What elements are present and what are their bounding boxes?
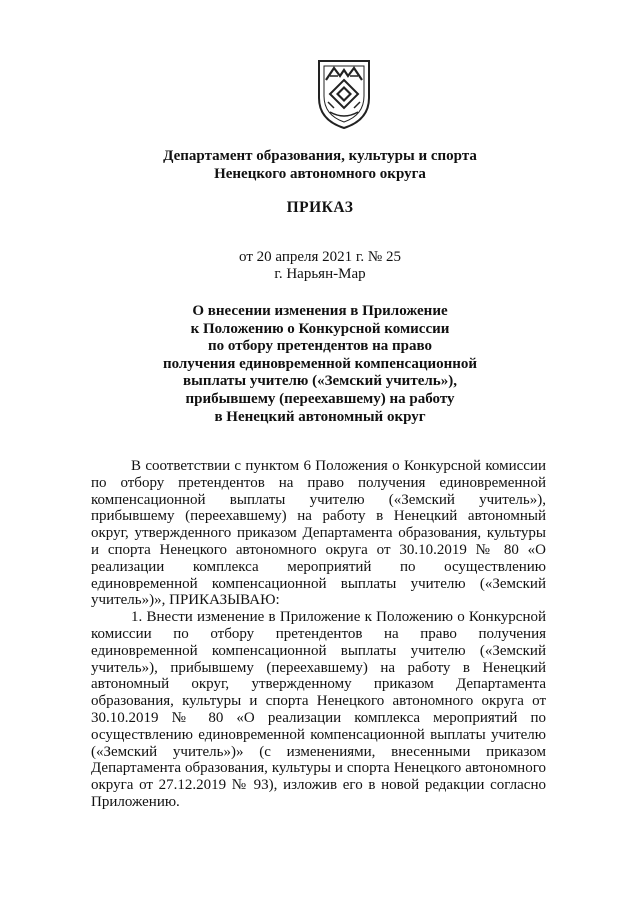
subject-line: в Ненецкий автономный округ bbox=[214, 408, 426, 425]
document-body bbox=[91, 458, 546, 811]
subject-line: получения единовременной компенсационной bbox=[162, 355, 478, 372]
subject-line: выплаты учителю («Земский учитель»), bbox=[183, 373, 457, 390]
org-line-1: Департамент образования, культуры и спорта bbox=[163, 148, 477, 164]
document-subject bbox=[100, 303, 540, 426]
organization-name bbox=[100, 147, 540, 183]
subject-line: по отбору претендентов на право bbox=[208, 338, 432, 355]
date-and-place bbox=[100, 249, 540, 283]
date-number: от 20 апреля 2021 г. № 25 bbox=[239, 249, 401, 265]
document-type: ПРИКАЗ bbox=[286, 199, 354, 216]
org-line-2: Ненецкого автономного округа bbox=[214, 166, 426, 182]
subject-line: к Положению о Конкурсной комиссии bbox=[190, 320, 450, 337]
city: г. Нарьян-Мар bbox=[274, 266, 366, 282]
body-paragraph-item-1: 1. Внести изменение в Приложение к Положению о Конкурсной комиссии по отбору претендентов на право получения единовременной компенсационной выплаты учителю («Земский учитель»), прибывшему (переехавшему) на работу в Ненецкий автономный округ, утвержденному приказом Департамента образования, культуры и спорта Ненецкого автономного округа от 30.10.2019 № 80 «О реализации комплекса мероприятий по осуществлению единовременной компенсационной выплаты учителю («Земский учитель»)» (с изменениями, внесенными приказом Департамента образования, культуры и спорта Ненецкого автономного округа от 27.12.2019 № 93), изложив его в новой редакции согласно Приложению. bbox=[91, 609, 546, 810]
subject-line: прибывшему (переехавшему) на работу bbox=[185, 390, 455, 407]
body-paragraph-preamble: В соответствии с пунктом 6 Положения о Конкурсной комиссии по отбору претендентов на право получения единовременной компенсационной выплаты учителю («Земский учитель»), прибывшему (переехавшему) на работу в Ненецкий автономный округ, утвержденного приказом Департамента образования, культуры и спорта Ненецкого автономного округа от 30.10.2019 № 80 «О реализации комплекса мероприятий по осуществлению единовременной компенсационной выплаты учителю («Земский учитель»)», ПРИКАЗЫВАЮ: bbox=[91, 458, 546, 609]
coat-of-arms-icon bbox=[316, 58, 372, 130]
subject-line: О внесении изменения в Приложение bbox=[192, 303, 448, 319]
